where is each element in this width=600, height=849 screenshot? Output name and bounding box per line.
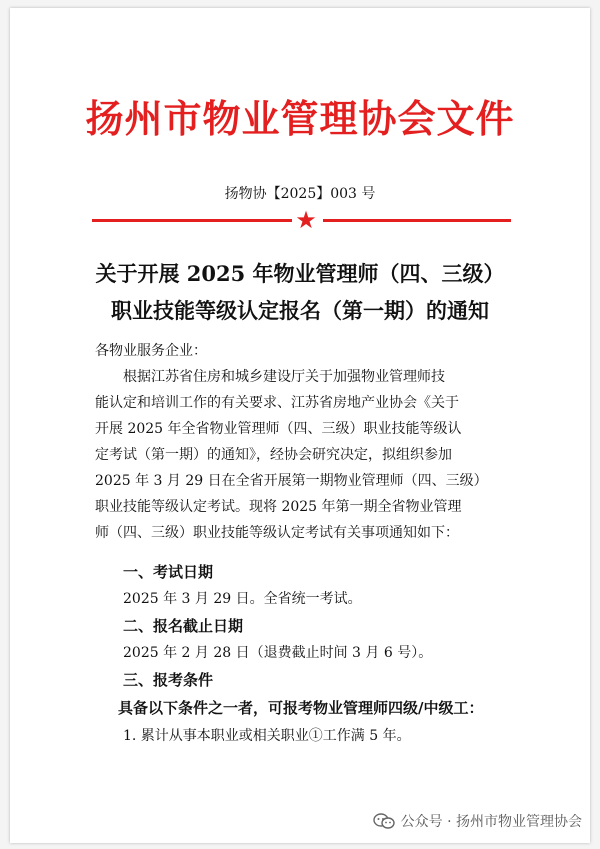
intro-paragraph <box>95 364 525 546</box>
paragraph-line: 师（四、三级）职业技能等级认定考试有关事项通知如下： <box>95 525 459 541</box>
paragraph-line: 能认定和培训工作的有关要求、江苏省房地产业协会《关于 <box>95 395 459 411</box>
section1-text: 2025 年 3 月 29 日。全省统一考试。 <box>123 591 362 607</box>
notice-title-line2: 职业技能等级认定报名（第一期）的通知 <box>111 298 489 323</box>
red-divider-right <box>323 219 511 222</box>
document-number: 扬物协【2025】003 号 <box>224 186 376 202</box>
paragraph-line: 定考试（第一期）的通知》，经协会研究决定，拟组织参加 <box>95 447 452 463</box>
section3-condition: 具备以下条件之一者，可报考物业管理师四级/中级工： <box>118 699 484 717</box>
section1-heading: 一、考试日期 <box>123 563 214 581</box>
notice-title-line1: 关于开展 2025 年物业管理师（四、三级） <box>95 261 505 286</box>
watermark-text: 公众号 · 扬州市物业管理协会 <box>400 814 582 830</box>
section2-heading: 二、报名截止日期 <box>123 617 244 635</box>
red-divider-left <box>92 219 292 222</box>
section3-item1: 1. 累计从事本职业或相关职业①工作满 5 年。 <box>123 728 411 744</box>
paragraph-line: 职业技能等级认定考试。现将 2025 年第一期全省物业管理 <box>95 499 462 515</box>
section2-text: 2025 年 2 月 28 日（退费截止时间 3 月 6 号）。 <box>123 645 433 661</box>
paragraph-line: 根据江苏省住房和城乡建设厅关于加强物业管理师技 <box>123 369 445 385</box>
paragraph-line: 开展 2025 年全省物业管理师（四、三级）职业技能等级认 <box>95 421 462 437</box>
section3-heading: 三、报考条件 <box>123 671 214 689</box>
document-page <box>10 8 590 843</box>
star-icon: ★ <box>295 206 317 234</box>
paragraph-line: 2025 年 3 月 29 日在全省开展第一期物业管理师（四、三级） <box>95 473 488 489</box>
salutation: 各物业服务企业： <box>95 343 207 359</box>
wechat-icon <box>373 813 395 829</box>
red-header-title: 扬州市物业管理协会文件 <box>85 96 515 141</box>
wechat-watermark <box>373 811 582 831</box>
